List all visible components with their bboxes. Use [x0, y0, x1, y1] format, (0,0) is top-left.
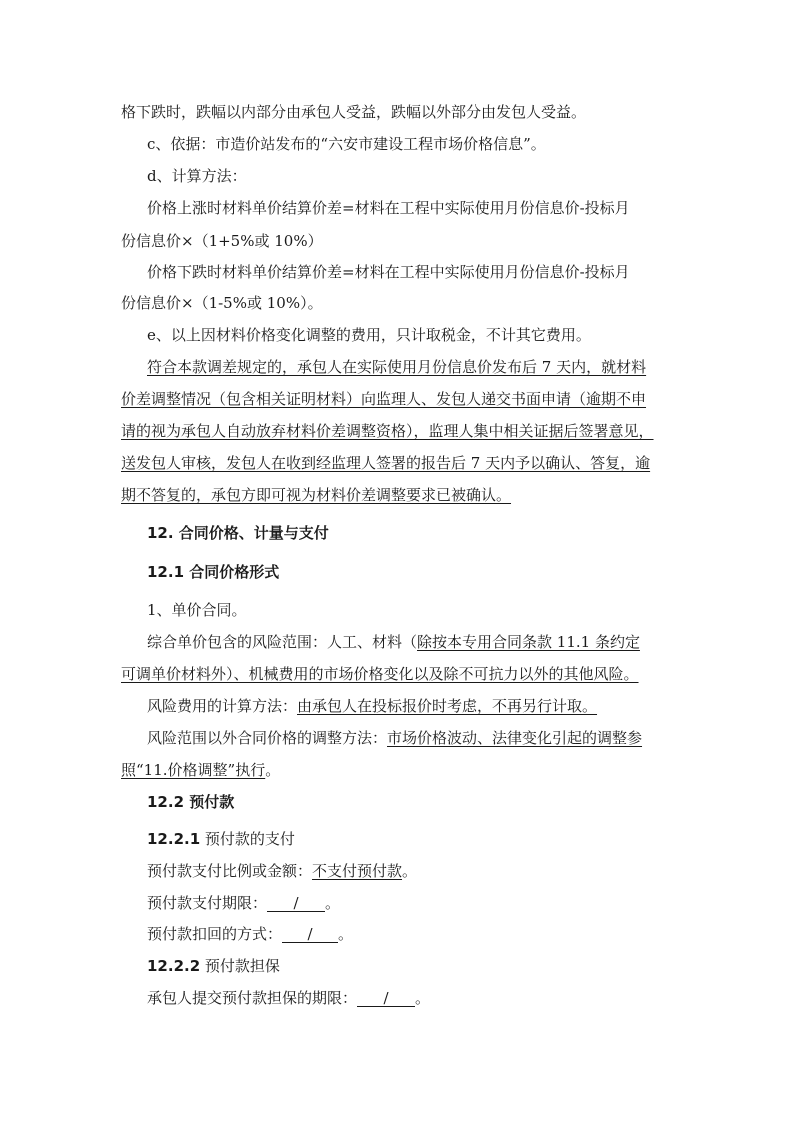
paragraph-line: 价格下跌时材料单价结算价差=材料在工程中实际使用月份信息价-投标月	[147, 263, 630, 281]
paragraph-line: 份信息价×（1-5%或 10%）。	[121, 294, 323, 312]
paragraph-line: 份信息价×（1+5%或 10%）	[121, 232, 323, 250]
text-plain: 。	[265, 761, 281, 779]
section-heading-12-1: 12.1 合同价格形式	[147, 563, 280, 581]
text-plain: 。	[325, 894, 341, 912]
paragraph-line	[147, 861, 417, 881]
paragraph-line-underlined: 期不答复的，承包方即可视为材料价差调整要求已被确认。	[121, 486, 512, 504]
text-underlined: 市场价格波动、法律变化引起的调整参	[387, 729, 643, 747]
paragraph-line-underlined: 符合本款调差规定的，承包人在实际使用月份信息价发布后 7 天内，就材料	[147, 358, 647, 376]
text-plain: 。	[402, 862, 418, 880]
text-plain: 承包人提交预付款担保的期限：	[147, 989, 358, 1007]
paragraph-line: d、计算方法：	[147, 167, 247, 185]
blank-field: /	[267, 895, 325, 912]
subsection-heading-12-2-1	[147, 829, 295, 849]
blank-field: /	[357, 990, 415, 1007]
text-plain: 预付款扣回的方式：	[147, 925, 283, 943]
text-underlined: 不支付预付款	[312, 862, 403, 880]
section-heading-12-2: 12.2 预付款	[147, 793, 235, 811]
paragraph-line-underlined: 价差调整情况（包含相关证明材料）向监理人、发包人递交书面申请（逾期不申	[121, 390, 647, 408]
subsection-title: 预付款担保	[200, 957, 280, 975]
paragraph-line	[147, 988, 430, 1008]
paragraph-line	[147, 632, 640, 652]
subsection-number: 12.2.2	[147, 957, 201, 975]
subsection-title: 预付款的支付	[200, 830, 295, 848]
paragraph-line	[147, 893, 340, 913]
text-plain: 风险费用的计算方法：	[147, 697, 298, 715]
text-plain: 综合单价包含的风险范围：人工、材料（	[147, 633, 418, 651]
paragraph-line-underlined: 送发包人审核，发包人在收到经监理人签署的报告后 7 天内予以确认、答复，逾	[121, 454, 651, 472]
subsection-heading-12-2-2	[147, 956, 280, 976]
paragraph-line	[121, 760, 280, 780]
paragraph-line	[147, 924, 353, 944]
paragraph-line	[147, 696, 597, 716]
paragraph-line: 1、单价合同。	[147, 601, 247, 619]
section-heading-12: 12. 合同价格、计量与支付	[147, 524, 329, 542]
text-underlined: 照“11.价格调整”执行	[121, 761, 266, 779]
paragraph-line: 格下跌时，跌幅以内部分由承包人受益，跌幅以外部分由发包人受益。	[121, 103, 587, 121]
paragraph-line	[147, 728, 642, 748]
paragraph-line: 价格上涨时材料单价结算价差=材料在工程中实际使用月份信息价-投标月	[147, 199, 630, 217]
text-plain: 。	[338, 925, 354, 943]
text-plain: 预付款支付期限：	[147, 894, 268, 912]
text-underlined: 除按本专用合同条款 11.1 条约定	[417, 633, 640, 651]
subsection-number: 12.2.1	[147, 830, 201, 848]
paragraph-line-underlined: 请的视为承包人自动放弃材料价差调整资格），监理人集中相关证据后签署意见，	[121, 422, 654, 440]
paragraph-line-underlined: 可调单价材料外）、机械费用的市场价格变化以及除不可抗力以外的其他风险。	[121, 665, 639, 683]
text-underlined: 由承包人在投标报价时考虑，不再另行计取。	[297, 697, 598, 715]
paragraph-line: e、以上因材料价格变化调整的费用，只计取税金，不计其它费用。	[147, 326, 591, 344]
blank-field: /	[282, 926, 338, 943]
text-plain: 预付款支付比例或金额：	[147, 862, 313, 880]
text-plain: 风险范围以外合同价格的调整方法：	[147, 729, 388, 747]
paragraph-line: c、依据：市造价站发布的“六安市建设工程市场价格信息”。	[147, 135, 546, 153]
text-plain: 。	[415, 989, 431, 1007]
